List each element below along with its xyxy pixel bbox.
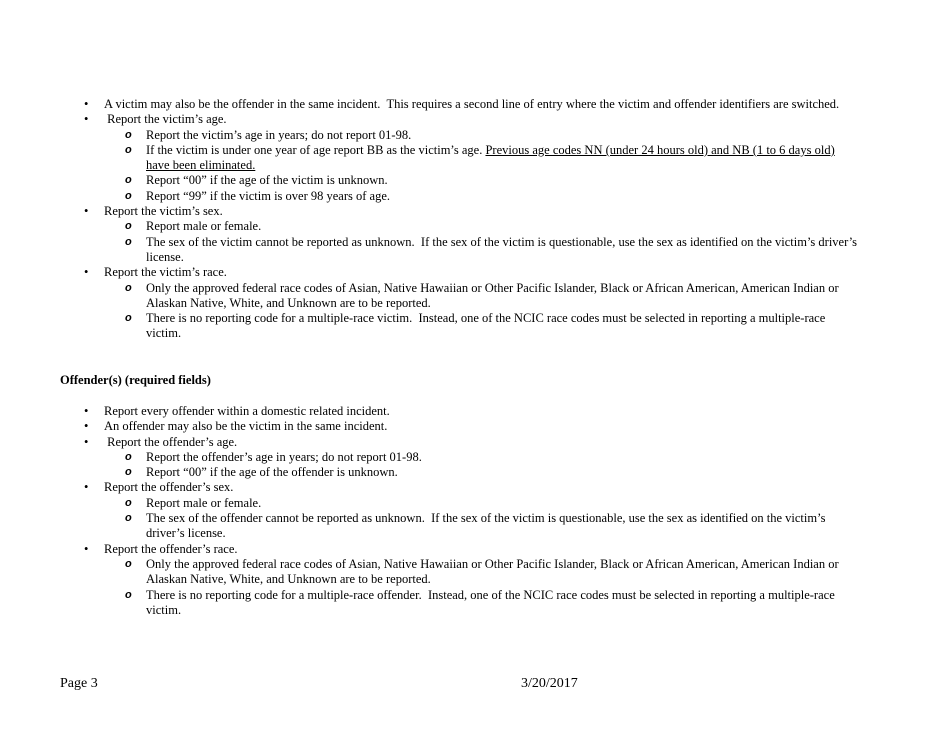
victim-requirements-list [0,97,950,342]
sub-list-item-text: Report the offender’s age in years; do not report 01-98. [146,449,422,464]
sub-bullet-icon: o [125,281,132,294]
sub-list-item-text: If the victim is under one year of age report BB as the victim’s age. [146,142,486,157]
sub-list-item-text: Report male or female. [146,495,262,510]
list-item [0,404,950,419]
bullet-icon: • [84,265,89,280]
list-item-text: Report the offender’s race. [104,541,238,556]
bullet-icon: • [84,541,89,556]
sub-list-item-text: Only the approved federal race codes of Asian, Native Hawaiian or Other Pacific Islander, Black or African American, American Indian or Alaskan Native, White, and Unknown are to be reported. [146,280,842,310]
sub-bullet-icon: o [125,312,132,325]
document-date: 3/20/2017 [521,676,578,691]
sub-list-item [0,235,950,266]
list-item [0,480,950,495]
sub-list-item [0,311,950,342]
list-item-text: An offender may also be the victim in the same incident. [104,419,388,434]
sub-list-item [0,281,950,312]
sub-list-item-text: Report the victim’s age in years; do not report 01-98. [146,127,412,142]
bullet-icon: • [84,480,89,495]
sub-list-item-text: Report “00” if the age of the victim is unknown. [146,173,388,188]
sub-list-item-text: There is no reporting code for a multiple-race victim. Instead, one of the NCIC race codes must be selected in reporting a multiple-race victim. [146,311,829,341]
sub-list-item-text: Report “00” if the age of the offender is unknown. [146,465,398,480]
underlined-notice: Previous age codes NN (under 24 hours old) and NB (1 to 6 days old) have been eliminated. [146,142,835,173]
sub-list-item [0,219,950,234]
list-item [0,97,950,112]
sub-list-item [0,511,950,542]
list-item [0,419,950,434]
sub-list-item-text: Report “99” if the victim is over 98 years of age. [146,188,391,203]
list-item [0,112,950,127]
sub-bullet-icon: o [125,588,132,601]
sub-bullet-icon: o [125,143,132,156]
bullet-icon: • [84,419,89,434]
sub-bullet-icon: o [125,174,132,187]
sub-list-item-text: Report male or female. [146,219,262,234]
offender-section-heading: Offender(s) (required fields) [60,373,211,387]
list-item-text: Report the offender’s age. [104,434,238,449]
sub-bullet-icon: o [125,220,132,233]
list-item-text: Report the offender’s sex. [104,480,234,495]
list-item-text: A victim may also be the offender in the same incident. This requires a second line of entry where the victim and offender identifiers are switched. [104,97,840,111]
list-item [0,542,950,557]
sub-bullet-icon: o [125,466,132,479]
bullet-icon: • [84,97,89,111]
sub-list-item [0,496,950,511]
sub-list-item-text: The sex of the victim cannot be reported as unknown. If the sex of the victim is questionable, use the sex as identified on the victim’s driver’s license. [146,234,861,264]
sub-list-item-text: The sex of the offender cannot be reported as unknown. If the sex of the victim is questionable, use the sex as identified on the victim’s driver’s license. [146,511,829,541]
bullet-icon: • [84,404,89,418]
list-item [0,435,950,450]
sub-list-item [0,450,950,465]
sub-list-item-text: There is no reporting code for a multiple-race offender. Instead, one of the NCIC race codes must be selected in reporting a multiple-race victim. [146,587,838,617]
bullet-icon: • [84,434,89,449]
list-item [0,265,950,280]
list-item-text: Report the victim’s sex. [104,204,223,219]
offender-requirements-list [0,404,950,618]
sub-bullet-icon: o [125,512,132,525]
sub-list-item [0,465,950,480]
sub-bullet-icon: o [125,128,132,141]
list-item [0,204,950,219]
sub-list-item [0,588,950,619]
sub-list-item [0,557,950,588]
bullet-icon: • [84,204,89,219]
sub-bullet-icon: o [125,450,132,463]
sub-list-item [0,173,950,188]
bullet-icon: • [84,112,89,127]
sub-bullet-icon: o [125,557,132,570]
sub-list-item-text: Only the approved federal race codes of Asian, Native Hawaiian or Other Pacific Islander, Black or African American, American Indian or Alaskan Native, White, and Unknown are to be reported. [146,556,842,587]
sub-bullet-icon: o [125,189,132,202]
sub-bullet-icon: o [125,235,132,248]
list-item-text: Report the victim’s race. [104,265,227,280]
sub-list-item [0,143,950,174]
sub-list-item [0,189,950,204]
sub-bullet-icon: o [125,496,132,509]
page-number: Page 3 [60,676,98,691]
list-item-text: Report the victim’s age. [104,112,227,127]
sub-list-item [0,128,950,143]
list-item-text: Report every offender within a domestic related incident. [104,404,390,418]
